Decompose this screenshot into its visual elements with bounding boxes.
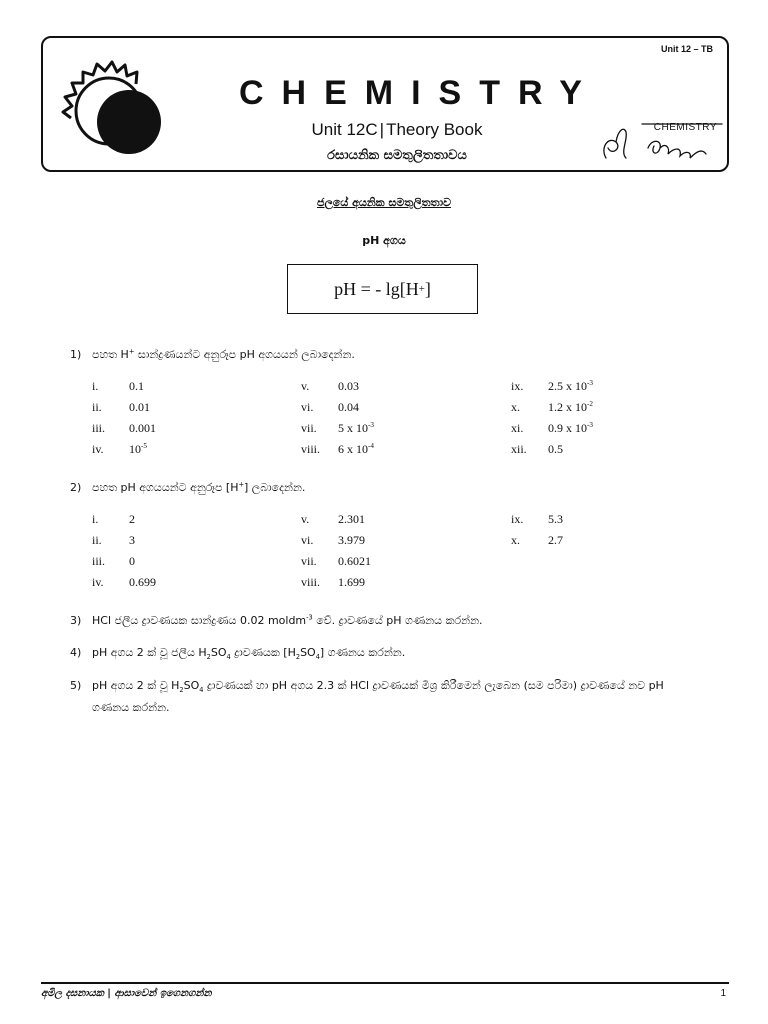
sun-logo-icon	[59, 56, 163, 160]
chemistry-title: CHEMISTRY	[239, 74, 600, 112]
footer-divider	[41, 982, 729, 984]
question-1	[70, 344, 355, 366]
question-text: පහත pH අගයයන්ට අනුරූප [H+] ලබාදෙන්න.	[92, 480, 306, 494]
list-item: i. 0.1	[92, 379, 144, 393]
list-item: ix. 5.3	[511, 512, 563, 526]
list-item: xi. 0.9 x $10^{-3}$	[511, 421, 593, 435]
unit-separator: |	[379, 120, 385, 139]
question-text: pH අගය 2 ක් වූ $H_2SO_4$ ද්‍රාවණයක් හා pH අගය 2.3 ක් HCl ද්‍රාවණයක් මිශ්‍ර කිරීමෙන් ලැබෙන (සම පරිමා) ද්‍රාවණයේ නව pH ගණනය කරන්න.	[92, 679, 664, 714]
list-item: xii. 0.5	[511, 442, 563, 456]
question-4	[70, 642, 405, 664]
header-box	[41, 36, 729, 172]
list-item: vi. 0.04	[301, 400, 359, 414]
formula-close: ]	[424, 278, 431, 299]
list-item: ii. 0.01	[92, 400, 150, 414]
list-item: vii. 0.6021	[301, 554, 371, 568]
list-item: iii. 0	[92, 554, 135, 568]
list-item: viii. 6 x $10^{-4}$	[301, 442, 374, 456]
sinhala-subject-title: රසායනික සමතුලිතතාවය	[327, 148, 467, 163]
unit-label: Unit 12C	[311, 120, 378, 139]
list-item: iii. 0.001	[92, 421, 156, 435]
question-number: 1)	[70, 348, 82, 361]
question-number: 4)	[70, 646, 82, 659]
footer-author: අමිල දසනායක | ආසාවෙන් ඉගෙනගන්න	[41, 988, 212, 999]
page-number: 1	[720, 988, 726, 999]
list-item: vii. 5 x $10^{-3}$	[301, 421, 374, 435]
book-label: Theory Book	[386, 120, 483, 139]
question-text: pH අගය 2 ක් වූ ජලීය $H_2SO_4$ ද්‍රාවණයක $[H_2SO_4]$ ගණනය කරන්න.	[92, 646, 406, 662]
list-item: ix. 2.5 x $10^{-3}$	[511, 379, 593, 393]
question-text: පහත H+ සාන්ද්‍රණයන්ට අනුරූප pH අගයයන් ලබාදෙන්න.	[92, 347, 355, 361]
list-item: viii. 1.699	[301, 575, 365, 589]
section-subtitle: pH අගය	[362, 234, 406, 247]
question-3	[70, 610, 483, 632]
unit-subtitle	[277, 120, 517, 140]
list-item: vi. 3.979	[301, 533, 365, 547]
question-number: 3)	[70, 614, 82, 627]
question-5	[70, 675, 690, 719]
list-item: v. 2.301	[301, 512, 365, 526]
question-number: 5)	[70, 679, 82, 692]
logo-text: CHEMISTRY	[653, 122, 717, 133]
unit-code: Unit 12 – TB	[660, 44, 713, 54]
question-2	[70, 477, 305, 499]
list-item: iv. $10^{-5}$	[92, 442, 147, 456]
section-title: ජලයේ අයනික සමතුලිතතාව	[317, 196, 451, 209]
ph-formula-box: pH = - lg[H + ]	[287, 264, 478, 314]
question-text: HCl ජලීය ද්‍රාවණයක සාන්ද්‍රණය 0.02 moldm$^{-3}$ වේ. ද්‍රාවණයේ pH ගණනය කරන්න.	[92, 613, 483, 627]
list-item: x. 2.7	[511, 533, 563, 547]
list-item: ii. 3	[92, 533, 135, 547]
list-item: x. 1.2 x $10^{-2}$	[511, 400, 593, 414]
list-item: i. 2	[92, 512, 135, 526]
question-number: 2)	[70, 481, 82, 494]
list-item: v. 0.03	[301, 379, 359, 393]
formula-main: pH = - lg[H	[334, 278, 419, 299]
list-item: iv. 0.699	[92, 575, 156, 589]
